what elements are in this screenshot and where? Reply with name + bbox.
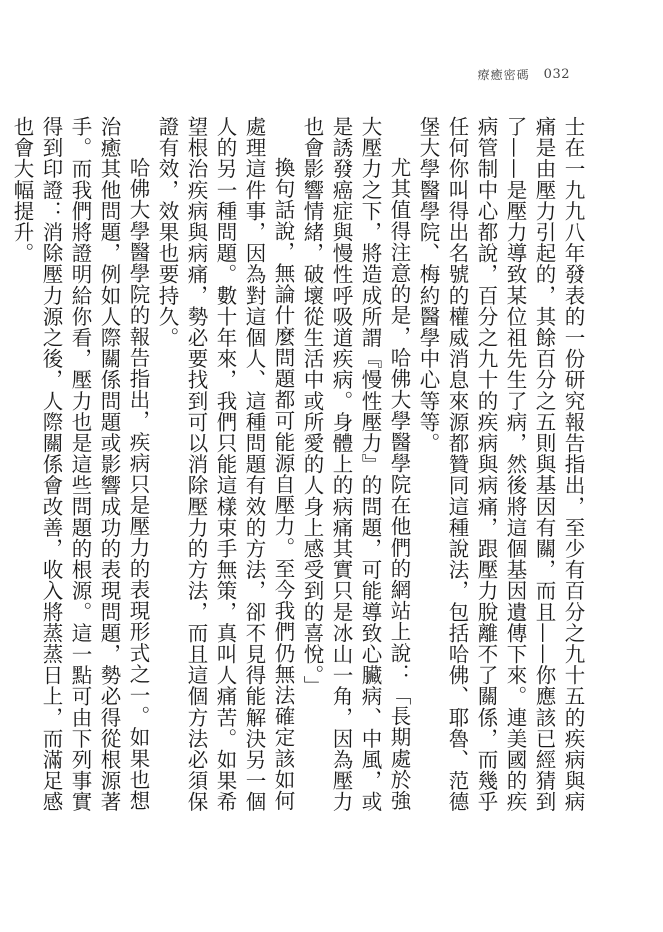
paragraph: 士在一九九八年發表的一份研究報告指出，至少有百分之九十五的疾病與病痛是由壓力引起的，其餘百分之五則與基因有關，而且——你應該已經猜到了——是壓力導致某位祖先生了病，然後將這個基因遺傳下來。連美國的疾病管制中心都說，百分之九十的疾病與病痛，跟壓力脫離不了關係，而幾乎任何你叫得出名號的權威消息來源都贊同這種說法，包括哈佛、耶魯、范德堡大學醫學院、梅約醫學中心等等。 bbox=[416, 116, 585, 813]
paragraph: 尤其值得注意的是，哈佛大學醫學院在他們的網站上說：「長期處於強大壓力之下，將造成所謂『慢性壓力』的問題，可能導致心臟病、中風，或是誘發癌症與慢性呼吸道疾病。身體上的病痛其實只是冰山一角，因為壓力也會影響情緒，破壞從生活中或所愛的人身上感受到的喜悅。」 bbox=[300, 116, 411, 813]
running-header bbox=[478, 66, 570, 83]
body-text bbox=[7, 116, 587, 831]
paragraph: 哈佛大學醫學院的報告指出，疾病只是壓力的表現形式之一。如果也想治癒其他問題，例如人際關係問題或影響成功的表現問題，勢必得從根源著手。而我們將證明給你看，壓力也是這些問題的根源。這一點可由下列事實得到印證：消除壓力源之後，人際關係會改善，收入將蒸蒸日上，而滿足感也會大幅提升。 bbox=[10, 116, 150, 813]
page-number: 032 bbox=[543, 67, 570, 82]
book-title: 療癒密碼 bbox=[477, 68, 530, 82]
paragraph: 換句話說，無論什麼問題都可能源自壓力。至今我們仍無法確定該如何處理這件事，因為對這個人、這種問題有效的方法，卻不見得能解決另一個人的另一種問題。數十年來，我們只能這樣束手無策，真叫人痛苦。如果希望根治疾病與病痛，勢必要找到可以消除壓力的方法，而且這個方法必須保證有效，效果也要持久。 bbox=[155, 116, 295, 813]
